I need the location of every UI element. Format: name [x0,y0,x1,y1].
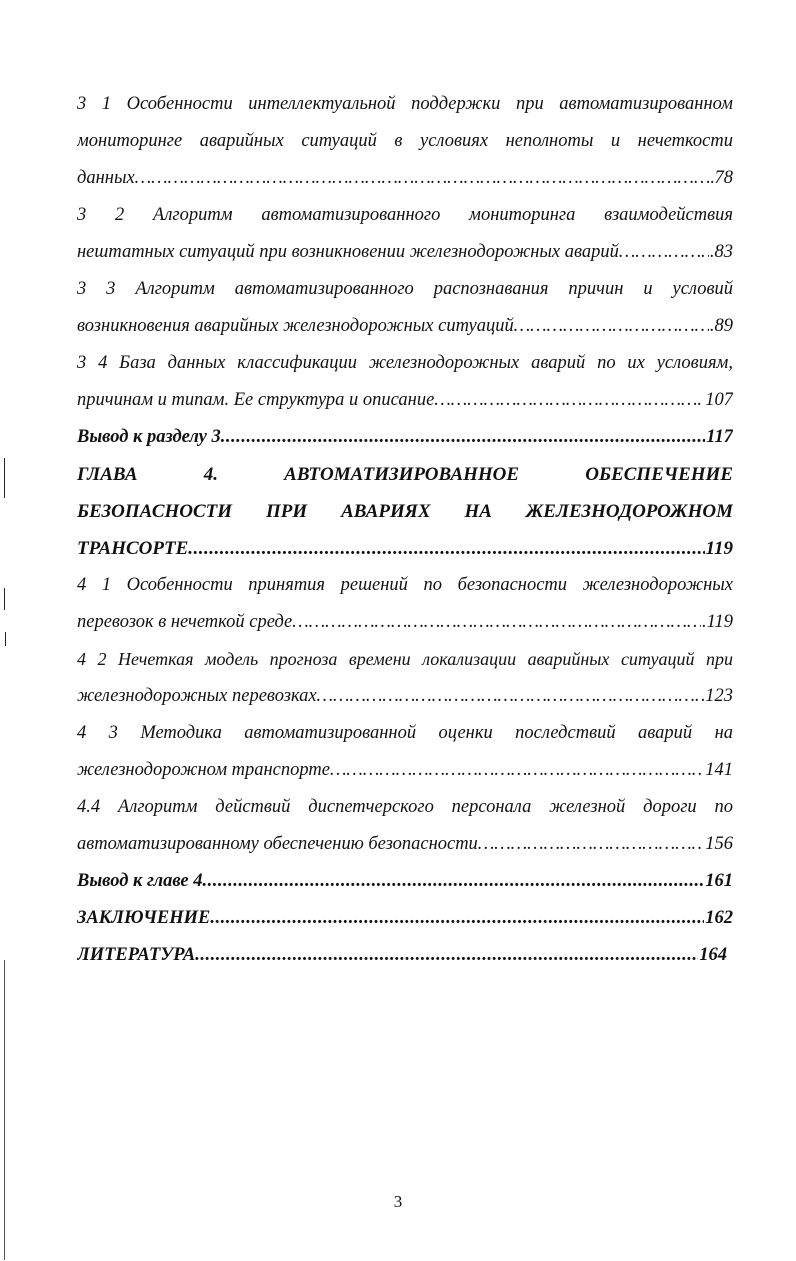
toc-entry-conclusion-3 [77,419,733,456]
leader-dots [514,308,709,345]
toc-entry-4-2-line-2 [77,678,733,715]
toc-chapter-4-line-2: БЕЗОПАСНОСТИ ПРИ АВАРИЯХ НА ЖЕЛЕЗНОДОРОЖНОМ [77,501,733,522]
leader-dots [195,937,698,974]
toc-page-number: .83 [709,242,733,262]
toc-entry-text: ТРАНСОРТЕ [77,538,189,559]
toc-entry-4-1-line-2 [77,604,733,641]
toc-entry-3-4-line-2 [77,382,733,419]
toc-entry-4-3-line-2 [77,752,733,789]
toc-chapter-4-line-1: ГЛАВА 4. АВТОМАТИЗИРОВАННОЕ ОБЕСПЕЧЕНИЕ [77,464,733,485]
toc-entry-text: возникновения аварийных железнодорожных ситуаций [77,316,514,336]
toc-entry-text: причинам и типам. Ее структура и описание [77,390,435,410]
toc-page-number: 156 [705,834,733,854]
toc-page-number: .89 [709,316,733,336]
toc-entry-4-3-line-1: 4 3 Методика автоматизированной оценки последствий аварий на [77,723,733,743]
toc-entry-text: ЛИТЕРАТУРА [77,945,196,965]
toc-entry-text: железнодорожных перевозках [77,686,317,706]
toc-page-number: 141 [705,760,733,780]
toc-page-number: 164 [699,945,727,965]
leader-dots [188,530,704,567]
toc-entry-text: данных [77,168,135,188]
toc-entry-4-4-line-2 [77,826,733,863]
scan-artifact-mark [4,960,5,1260]
toc-entry-4-1-line-1: 4 1 Особенности принятия решений по безопасности железнодорожных [77,575,733,595]
leader-dots [221,419,706,456]
toc-entry-text: автоматизированному обеспечению безопасности [77,834,478,854]
toc-entry-text: перевозок в нечеткой среде [77,612,293,632]
toc-page-number: 117 [706,427,733,447]
toc-entry-summary [77,900,733,937]
toc-entry-3-3-line-1: 3 3 Алгоритм автоматизированного распознавания причин и условий [77,279,733,299]
toc-page-number: 161 [705,871,733,891]
toc-entry-text: железнодорожном транспорте [77,760,330,780]
scan-artifact-mark [5,632,6,646]
toc-page-number: 119 [705,538,733,559]
toc-entry-text: Вывод к главе 4 [77,871,203,891]
leader-dots [135,160,714,197]
toc-entry-3-1-line-2: мониторинге аварийных ситуаций в условиях неполноты и нечеткости [77,131,733,151]
leader-dots [317,678,705,715]
toc-entry-4-2-line-1: 4 2 Нечеткая модель прогноза времени локализации аварийных ситуаций при [77,649,733,669]
scan-artifact-mark [4,458,5,498]
toc-entry-3-2-line-2 [77,234,733,271]
toc-page-number: .119 [701,612,733,632]
toc-entry-text: Вывод к разделу 3 [77,427,221,447]
leader-dots [292,604,701,641]
toc-page-number: 107 [705,390,733,410]
toc-entry-conclusion-4 [77,863,733,900]
leader-dots [434,382,704,419]
toc-entry-3-3-line-2 [77,308,733,345]
page-number: 3 [393,1192,403,1211]
toc-entry-text: ЗАКЛЮЧЕНИЕ [77,908,211,928]
toc-entry-references [77,937,727,974]
toc-entry-3-1-line-1: 3 1 Особенности интеллектуальной поддержки при автоматизированном [77,94,733,114]
toc-entry-4-4-line-1: 4.4 Алгоритм действий диспетчерского персонала железной дороги по [77,797,733,817]
toc-entry-3-1-line-3 [77,160,733,197]
leader-dots [210,900,704,937]
leader-dots [202,863,704,900]
leader-dots [330,752,704,789]
table-of-contents [77,86,733,974]
toc-page-number: 162 [705,908,733,928]
toc-entry-text: нештатных ситуаций при возникновении железнодорожных аварий [77,242,619,262]
toc-entry-3-2-line-1: 3 2 Алгоритм автоматизированного мониторинга взаимодействия [77,205,733,225]
scan-artifact-mark [4,588,5,610]
leader-dots [619,234,709,271]
toc-entry-3-4-line-1: 3 4 База данных классификации железнодорожных аварий по их условиям, [77,353,733,373]
toc-page-number: 78 [714,168,733,188]
leader-dots [478,826,704,863]
toc-chapter-4-line-3 [77,530,733,567]
toc-page-number: 123 [705,686,733,706]
